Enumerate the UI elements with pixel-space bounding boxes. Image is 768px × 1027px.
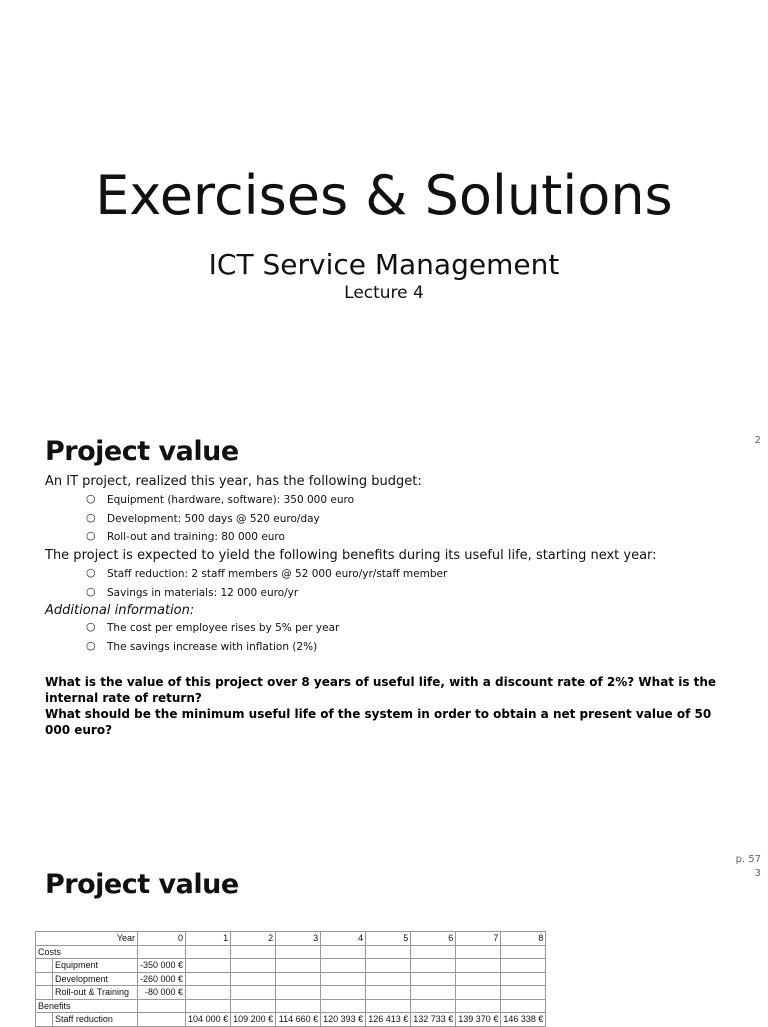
list-item: ○ The savings increase with inflation (2%) (86, 638, 318, 653)
table-cell: -80 000 € (138, 986, 186, 1000)
circle-bullet-icon: ○ (86, 510, 96, 524)
row-label: Equipment (53, 959, 138, 973)
table-cell: 7 (456, 932, 501, 946)
table-cell: 132 733 € (411, 1013, 456, 1027)
page-reference: p. 57 (735, 854, 761, 865)
additional-list (86, 622, 339, 659)
list-item: ○ Equipment (hardware, software): 350 000 euro (86, 492, 355, 506)
circle-bullet-icon: ○ (86, 620, 96, 633)
slide-subtitle: ICT Service Management (208, 248, 560, 281)
circle-bullet-icon: ○ (86, 566, 96, 579)
year-header: Year (36, 932, 138, 946)
table-cell: 139 370 € (456, 1013, 501, 1027)
table-cell: -350 000 € (138, 959, 186, 973)
table-cell: 114 660 € (276, 1013, 321, 1027)
list-item: ○ Roll-out and training: 80 000 euro (86, 529, 285, 543)
table-row (36, 999, 546, 1013)
lecture-label: Lecture 4 (344, 283, 424, 303)
list-item: ○ Savings in materials: 12 000 euro/yr (86, 584, 299, 599)
page-number: 3 (754, 868, 761, 879)
circle-bullet-icon: ○ (86, 638, 96, 652)
table-cell: 6 (411, 932, 456, 946)
table-cell: 5 (366, 932, 411, 946)
row-label: Staff reduction (53, 1013, 138, 1027)
project-value-table (35, 931, 546, 1027)
table-cell: 146 338 € (501, 1013, 546, 1027)
row-label: Development (53, 972, 138, 986)
table-cell: 2 (231, 932, 276, 946)
table-row (36, 945, 546, 959)
page-number: 2 (754, 435, 761, 446)
benefits-label: Benefits (36, 999, 138, 1013)
table-row (36, 959, 546, 973)
row-label: Roll-out & Training (53, 986, 138, 1000)
section-heading: Project value (45, 869, 239, 900)
slide-title: Exercises & Solutions (95, 164, 673, 227)
table-cell: 120 393 € (321, 1013, 366, 1027)
table-row (36, 986, 546, 1000)
circle-bullet-icon: ○ (86, 492, 96, 505)
budget-list (86, 494, 354, 550)
benefits-intro: The project is expected to yield the following benefits during its useful life, starting next year: (45, 548, 657, 563)
table-cell: 8 (501, 932, 546, 946)
table-row (36, 932, 546, 946)
table-cell: 126 413 € (366, 1013, 411, 1027)
list-item: ○ Development: 500 days @ 520 euro/day (86, 510, 320, 525)
additional-label: Additional information: (45, 603, 195, 618)
circle-bullet-icon: ○ (86, 584, 96, 598)
section-heading: Project value (45, 436, 239, 467)
costs-label: Costs (36, 945, 138, 959)
question-1: What is the value of this project over 8 years of useful life, with a discount rate of 2%? What is the internal rate of return? (45, 675, 717, 705)
table-row (36, 972, 546, 986)
benefit-list (86, 568, 447, 605)
question-2: What should be the minimum useful life of the system in order to obtain a net present value of 50 000 euro? (45, 707, 712, 737)
table-cell: 104 000 € (186, 1013, 231, 1027)
table-cell: 0 (138, 932, 186, 946)
circle-bullet-icon: ○ (86, 529, 96, 542)
intro-text: An IT project, realized this year, has the following budget: (45, 474, 422, 489)
list-item: ○ The cost per employee rises by 5% per year (86, 620, 340, 634)
table-cell: 109 200 € (231, 1013, 276, 1027)
table-cell: -260 000 € (138, 972, 186, 986)
table-cell: 1 (186, 932, 231, 946)
table-cell: 4 (321, 932, 366, 946)
table-cell: 3 (276, 932, 321, 946)
list-item: ○ Staff reduction: 2 staff members @ 52 000 euro/yr/staff member (86, 566, 448, 580)
